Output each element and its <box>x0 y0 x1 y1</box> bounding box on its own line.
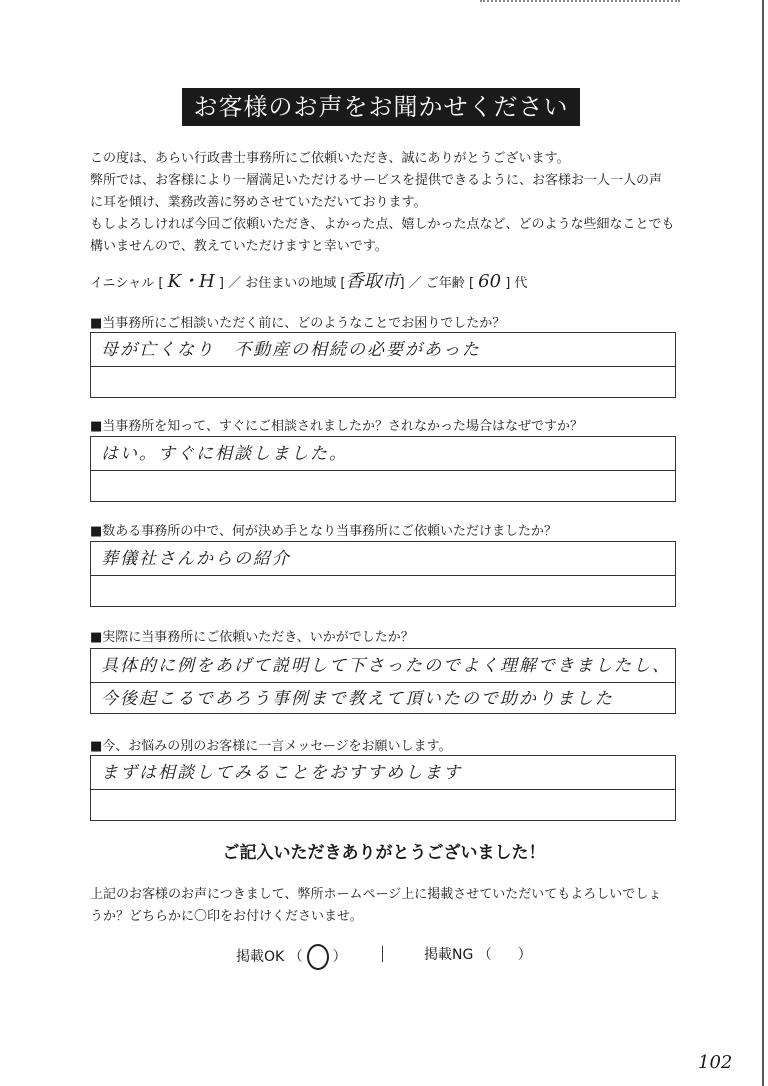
permission-line: 上記のお客様のお声につきまして、弊所ホームページ上に掲載させていただいてもよろしいでしょ <box>90 887 662 902</box>
age-value[interactable]: 60 <box>478 271 502 292</box>
page-title: お客様のお声をお聞かせください <box>182 88 580 126</box>
answer-line[interactable] <box>91 333 675 367</box>
thanks-message: ご記入いただきありがとうございました！ <box>222 843 546 863</box>
answer-3-text: 葬儀社さんからの紹介 <box>101 549 291 569</box>
age-suffix: 代 <box>514 276 528 291</box>
answer-3-box[interactable] <box>90 541 676 607</box>
answer-line[interactable] <box>91 756 675 790</box>
permission-text <box>90 884 690 928</box>
page-number: 102 <box>698 1052 733 1073</box>
intro-line: 弊所では、お客様により一層満足いただけるサービスを提供できるように、お客様お一人一人の声 <box>90 173 663 188</box>
profile-row: イニシャル [ K・H ] ／ お住まいの地域 [香取市] ／ ご年齢 [ 60 ] 代 <box>90 271 528 292</box>
answer-4-box[interactable] <box>90 648 676 714</box>
answer-line[interactable] <box>91 437 675 471</box>
intro-text <box>90 148 690 258</box>
answer-1-text: 母が亡くなり 不動産の相続の必要があった <box>101 340 481 360</box>
option-ok-label: 掲載OK <box>236 949 285 965</box>
answer-5-box[interactable] <box>90 755 676 821</box>
answer-line[interactable] <box>91 789 675 822</box>
answer-2-text: はい。すぐに相談しました。 <box>101 444 348 464</box>
selected-circle-mark <box>307 944 329 970</box>
answer-line[interactable] <box>91 470 675 503</box>
intro-line: に耳を傾け、業務改善に努めさせていただいております。 <box>90 195 427 210</box>
option-divider <box>382 946 383 962</box>
answer-line[interactable] <box>91 542 675 576</box>
intro-line: もしよろしければ今回ご依頼いただき、よかった点、嬉しかった点など、どのような些細なことでも <box>90 217 675 232</box>
answer-2-box[interactable] <box>90 436 676 502</box>
option-ng[interactable]: 掲載NG （ ） <box>424 947 532 963</box>
answer-line[interactable] <box>91 575 675 608</box>
answer-line[interactable] <box>91 649 675 683</box>
page-edge <box>762 0 764 1086</box>
question-5-label: ■今、お悩みの別のお客様に一言メッセージをお願いします。 <box>90 739 452 754</box>
initial-label: イニシャル <box>90 276 155 291</box>
question-1-label: ■当事務所にご相談いただく前に、どのようなことでお困りでしたか？ <box>90 316 506 331</box>
answer-line[interactable] <box>91 682 675 715</box>
option-ok[interactable]: 掲載OK （ ） <box>236 944 347 970</box>
scan-marks <box>480 0 680 8</box>
question-3-label: ■数ある事務所の中で、何が決め手となり当事務所にご依頼いただけましたか？ <box>90 524 558 539</box>
answer-4-text-2: 今後起こるであろう事例まで教えて頂いたので助かりました <box>101 689 614 709</box>
question-4-label: ■実際に当事務所にご依頼いただき、いかがでしたか？ <box>90 630 414 645</box>
initial-value[interactable]: K・H <box>167 271 215 292</box>
area-label: お住まいの地域 <box>245 276 337 291</box>
age-label: ご年齢 <box>425 276 465 291</box>
intro-line: この度は、あらい行政書士事務所にご依頼いただき、誠にありがとうございます。 <box>90 151 570 166</box>
answer-line[interactable] <box>91 366 675 399</box>
permission-line: うか？どちらかに〇印をお付けくださいませ。 <box>90 909 363 924</box>
answer-5-text: まずは相談してみることをおすすめします <box>101 763 463 783</box>
question-2-label: ■当事務所を知って、すぐにご相談されましたか？されなかった場合はなぜですか？ <box>90 419 584 434</box>
answer-4-text: 具体的に例をあげて説明して下さったのでよく理解できましたし、 <box>101 656 671 676</box>
answer-1-box[interactable] <box>90 332 676 398</box>
intro-line: 構いませんので、教えていただけますと幸いです。 <box>90 239 388 254</box>
option-ng-label: 掲載NG <box>424 947 474 963</box>
area-value[interactable]: 香取市 <box>345 271 400 292</box>
